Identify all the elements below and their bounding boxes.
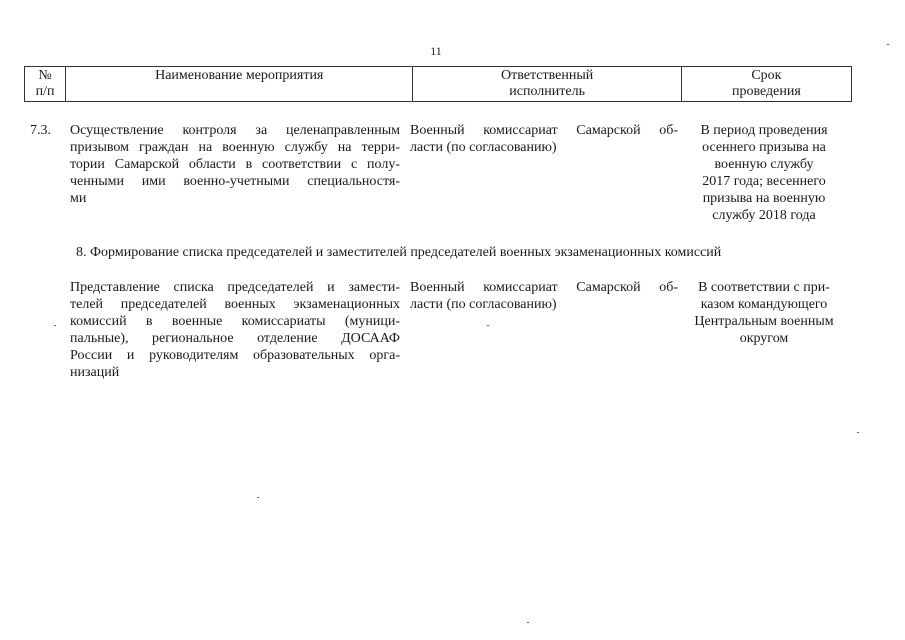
header-executor-line2: исполнитель — [509, 84, 585, 99]
header-executor-cell — [413, 67, 681, 102]
name-line: телей председателей военных экзаменационных — [70, 297, 400, 312]
executor-line: Военный комиссариат Самарской об- — [410, 123, 678, 138]
row-name — [70, 279, 400, 381]
scan-speck — [487, 325, 489, 326]
header-term-line1: Срок — [751, 68, 782, 83]
page-number: 11 — [430, 44, 442, 58]
term-line: службу 2018 года — [712, 208, 816, 223]
header-number-line1: № — [38, 68, 52, 83]
scan-speck — [887, 44, 889, 45]
header-name-cell — [66, 67, 413, 102]
header-number-line2: п/п — [35, 84, 55, 99]
name-line: призывом граждан на военную службу на терри- — [70, 140, 400, 155]
section-8-title: 8. Формирование списка председателей и заместителей председателей военных экзаменационных комиссий — [76, 245, 722, 260]
name-line: тории Самарской области в соответствии с полу- — [70, 157, 400, 172]
scan-speck — [54, 325, 56, 326]
scan-speck — [857, 432, 859, 433]
term-line: казом командующего — [700, 297, 828, 312]
row-term — [682, 122, 846, 224]
row-name — [70, 122, 400, 207]
executor-line: ласти (по согласованию) — [410, 297, 557, 312]
term-line: 2017 года; весеннего — [702, 174, 826, 189]
row-executor — [410, 122, 678, 156]
executor-line: ласти (по согласованию) — [410, 140, 557, 155]
name-line: России и руководителям образовательных орга- — [70, 348, 400, 363]
term-line: призыва на военную — [702, 191, 826, 206]
name-line: ми — [70, 191, 87, 206]
header-term-line2: проведения — [731, 84, 801, 99]
executor-line: Военный комиссариат Самарской об- — [410, 280, 678, 295]
name-line: комиссий в военные комиссариаты (муници- — [70, 314, 400, 329]
row-number: 7.3. — [30, 123, 51, 138]
scan-speck — [527, 622, 529, 623]
header-name: Наименование мероприятия — [155, 68, 324, 83]
name-line: ченными ими военно-учетными специальностя- — [70, 174, 400, 189]
name-line: пальные), региональное отделение ДОСААФ — [70, 331, 400, 346]
term-line: осеннего призыва на — [702, 140, 826, 155]
header-number-cell — [25, 67, 66, 102]
name-line: Представление списка председателей и замести- — [70, 280, 400, 295]
term-line: В период проведения — [700, 123, 828, 138]
row-executor — [410, 279, 678, 313]
header-executor-line1: Ответственный — [501, 68, 594, 83]
name-line: Осуществление контроля за целенаправленным — [70, 123, 400, 138]
name-line: низаций — [70, 365, 120, 380]
table-header — [24, 66, 852, 102]
term-line: округом — [739, 331, 789, 346]
row-term — [682, 279, 846, 347]
term-line: Центральным военным — [694, 314, 834, 329]
scan-speck — [257, 497, 259, 498]
term-line: В соответствии с при- — [698, 280, 830, 295]
header-term-cell — [681, 67, 851, 102]
term-line: военную службу — [714, 157, 814, 172]
